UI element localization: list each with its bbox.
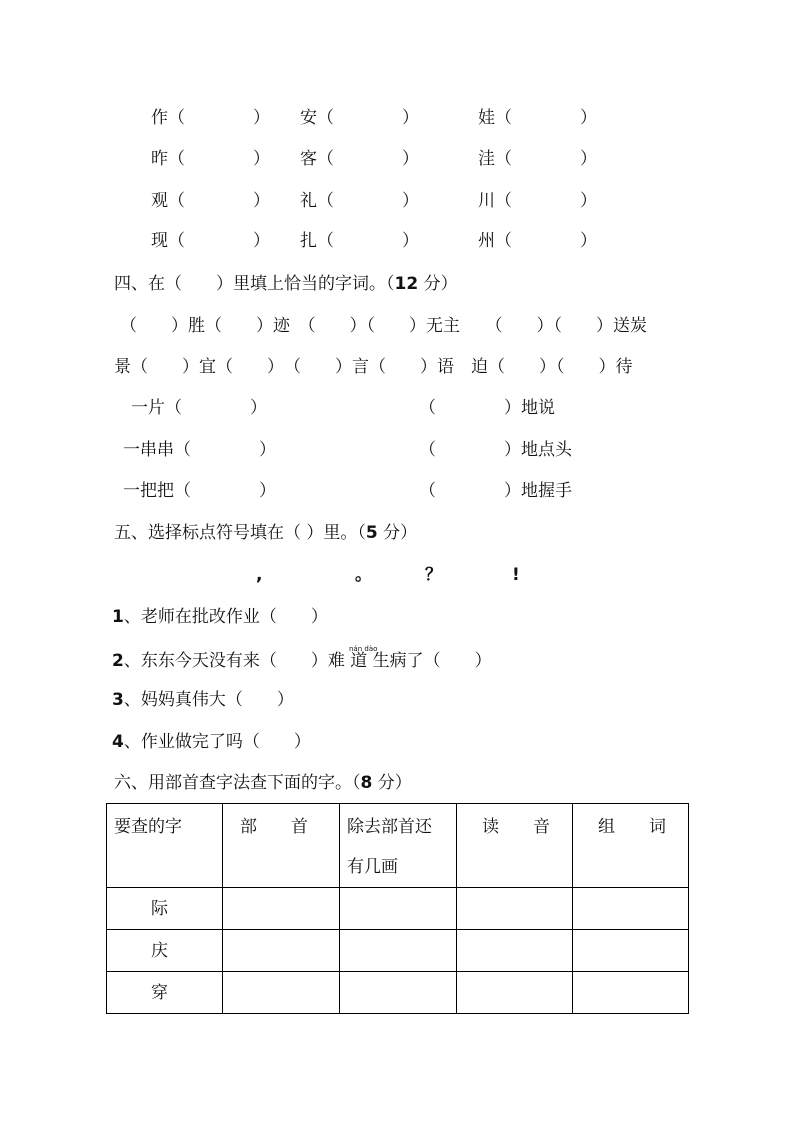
score: 5 [365,523,378,543]
question-text: 、妈妈真伟大（ ） [123,690,294,710]
header-cell [340,804,457,888]
char-cell [107,972,223,1014]
answer-cell[interactable] [573,888,689,930]
phrase-left: 一片（ ） [131,398,267,418]
phrase-right: （ ）地说 [419,398,555,418]
pinyin-annotation: nán dào [349,645,378,653]
answer-cell[interactable] [573,930,689,972]
question-text: 、作业做完了吗（ ） [123,732,311,752]
punct-period: 。 [355,565,372,585]
answer-cell[interactable] [340,972,457,1014]
char-blank: 观（ ） [151,191,270,211]
question-number: 1 [112,607,124,627]
question-2 [112,651,492,671]
heading-text: 六、用部首查字法查下面的字。（ [114,773,361,793]
char-blank: 礼（ ） [300,191,419,211]
char-cell [107,888,223,930]
question-4 [112,732,311,752]
answer-cell[interactable] [223,972,340,1014]
section4-heading [114,274,458,294]
header-cell [457,804,573,888]
phrase-right: （ ）地握手 [419,481,572,501]
header-label: 要查的字 [114,817,182,837]
char-blank: 安（ ） [300,108,419,128]
table-row [107,888,689,930]
header-cell [573,804,689,888]
heading-tail: 分） [418,274,458,294]
answer-cell[interactable] [457,930,573,972]
phrase-left: 一把把（ ） [123,481,276,501]
answer-cell[interactable] [340,888,457,930]
phrase-right: （ ）地点头 [419,440,572,460]
table-row [107,972,689,1014]
answer-cell[interactable] [457,888,573,930]
char-blank: 扎（ ） [300,231,419,251]
question-text: 、东东今天没有来（ ） [123,651,328,671]
question-number: 2 [112,651,124,671]
header-cell [107,804,223,888]
lookup-char: 穿 [151,983,168,1003]
lookup-char: 际 [151,899,168,919]
char-blank: 川（ ） [478,191,597,211]
section6-heading [114,773,412,793]
char-blank: 昨（ ） [151,149,270,169]
char-blank: 作（ ） [151,108,270,128]
score: 8 [360,773,373,793]
question-number: 4 [112,732,124,752]
char-blank: 现（ ） [151,231,270,251]
answer-cell[interactable] [223,888,340,930]
radical-lookup-table [106,803,689,1014]
question-1 [112,607,328,627]
heading-tail: 分） [377,523,418,543]
table-header-row [107,804,689,888]
question-3 [112,690,294,710]
char-blank: 娃（ ） [478,108,597,128]
heading-tail: 分） [372,773,412,793]
lookup-char: 庆 [151,941,168,961]
heading-text: 四、在（ ）里填上恰当的字词。（ [114,274,395,294]
punct-exclaim: ! [512,565,520,585]
heading-text: 五、选择标点符号填在（ ）里。（ [114,523,366,543]
char-blank: 州（ ） [478,231,597,251]
answer-cell[interactable] [573,972,689,1014]
header-label: 部 首 [240,817,308,837]
punct-comma: , [256,565,263,585]
question-text: 、老师在批改作业（ ） [123,607,328,627]
section5-heading [114,523,417,543]
idiom-line-1: （ ）胜（ ）迹 （ ）（ ）无主 （ ）（ ）送炭 [120,316,647,336]
question-text: 难 道 生病了（ ） [327,651,492,671]
idiom-line-2: 景（ ）宜（ ） （ ）言（ ）语 迫（ ）（ ）待 [114,357,633,377]
answer-cell[interactable] [340,930,457,972]
answer-cell[interactable] [457,972,573,1014]
header-label: 组 词 [598,817,666,837]
punct-question: ？ [425,565,442,585]
answer-cell[interactable] [223,930,340,972]
header-label: 读 音 [482,817,550,837]
score: 12 [394,274,419,294]
header-label: 除去部首还 [347,817,432,837]
char-cell [107,930,223,972]
question-number: 3 [112,690,124,710]
header-label: 有几画 [347,857,398,877]
header-cell [223,804,340,888]
char-blank: 客（ ） [300,149,419,169]
phrase-left: 一串串（ ） [123,440,276,460]
table-row [107,930,689,972]
char-blank: 洼（ ） [478,149,597,169]
